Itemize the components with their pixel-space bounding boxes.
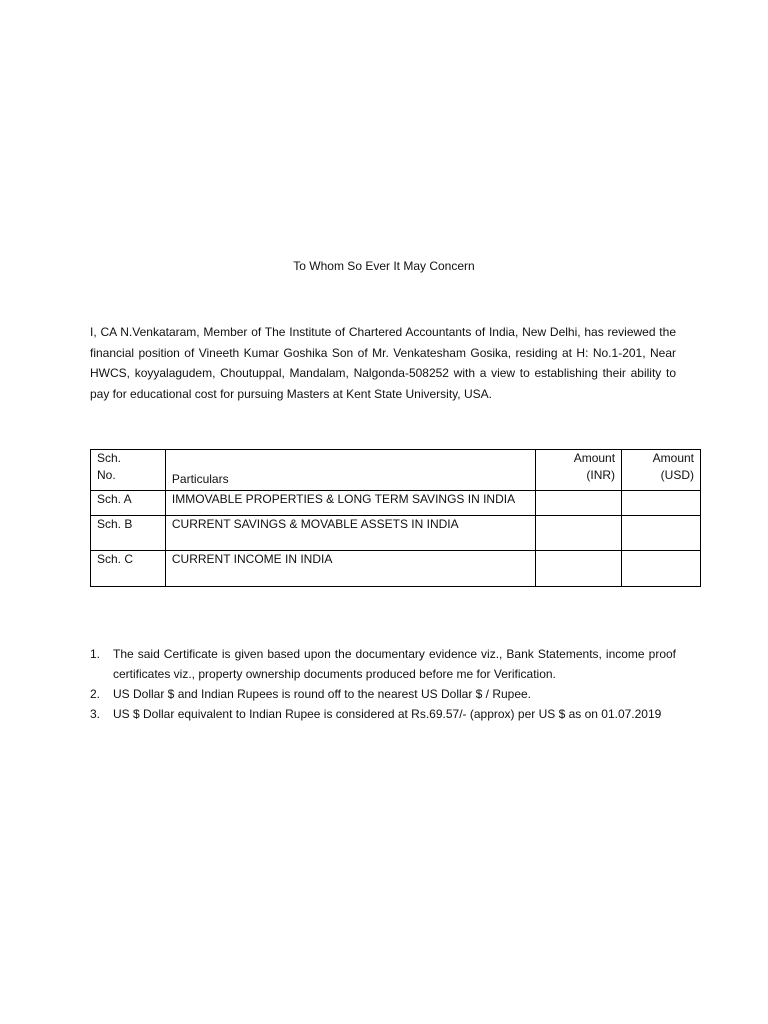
note-number: 2. bbox=[90, 687, 101, 701]
header-sch-line1: Sch. bbox=[97, 451, 122, 465]
note-item bbox=[90, 704, 676, 724]
header-sch-no bbox=[91, 450, 166, 491]
row-amount-inr bbox=[536, 516, 622, 551]
row-particulars: CURRENT SAVINGS & MOVABLE ASSETS IN INDIA bbox=[165, 516, 535, 551]
header-particulars: Particulars bbox=[165, 450, 535, 491]
document-title: To Whom So Ever It May Concern bbox=[293, 259, 475, 273]
row-amount-inr bbox=[536, 551, 622, 587]
table-header-row bbox=[91, 450, 701, 491]
header-amount-inr bbox=[536, 450, 622, 491]
intro-paragraph: I, CA N.Venkataram, Member of The Institute of Chartered Accountants of India, New Delhi, has reviewed the financial position of Vineeth Kumar Goshika Son of Mr. Venkatesham Gosika, residing at H: No.1-201, Near HWCS, koyyalagudem, Choutuppal, Mandalam, Nalgonda-508252 with a view to establishing their ability to pay for educational cost for pursuing Masters at Kent State University, USA. bbox=[90, 325, 676, 401]
note-number: 1. bbox=[90, 647, 101, 661]
header-amount-usd bbox=[622, 450, 701, 491]
note-item bbox=[90, 684, 676, 704]
note-text: US $ Dollar equivalent to Indian Rupee is considered at Rs.69.57/- (approx) per US $ as on 01.07.2019 bbox=[113, 707, 662, 721]
table-row bbox=[91, 491, 701, 516]
row-amount-usd bbox=[622, 491, 701, 516]
schedule-table bbox=[90, 449, 701, 587]
note-number: 3. bbox=[90, 707, 101, 721]
row-particulars: CURRENT INCOME IN INDIA bbox=[165, 551, 535, 587]
row-amount-usd bbox=[622, 516, 701, 551]
row-amount-inr bbox=[536, 491, 622, 516]
header-amount-usd-line1: Amount bbox=[652, 451, 694, 465]
note-text: The said Certificate is given based upon the documentary evidence viz., Bank Statements, income proof certificates viz., property ownership documents produced before me for Verification. bbox=[113, 647, 676, 681]
row-sch: Sch. A bbox=[91, 491, 166, 516]
header-amount-inr-line2: (INR) bbox=[586, 468, 616, 482]
row-sch: Sch. B bbox=[91, 516, 166, 551]
note-text: US Dollar $ and Indian Rupees is round off to the nearest US Dollar $ / Rupee. bbox=[113, 687, 532, 701]
notes-list bbox=[90, 644, 676, 724]
header-amount-inr-line1: Amount bbox=[573, 451, 616, 465]
row-particulars: IMMOVABLE PROPERTIES & LONG TERM SAVINGS IN INDIA bbox=[165, 491, 535, 516]
row-amount-usd bbox=[622, 551, 701, 587]
table-row bbox=[91, 551, 701, 587]
header-sch-line2: No. bbox=[97, 468, 116, 482]
row-sch: Sch. C bbox=[91, 551, 166, 587]
note-item bbox=[90, 644, 676, 684]
header-amount-usd-line2: (USD) bbox=[660, 468, 694, 482]
table-row bbox=[91, 516, 701, 551]
